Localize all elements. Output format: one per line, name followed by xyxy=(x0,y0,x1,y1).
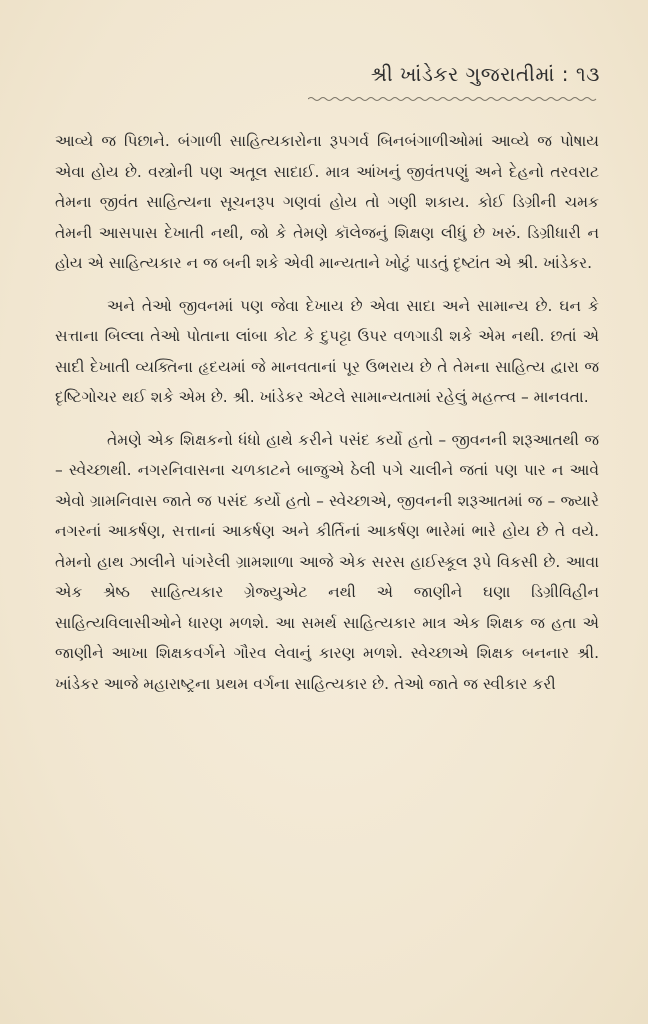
paragraph: અને તેઓ જીવનમાં પણ જેવા દેખાય છે એવા સાદા અને સામાન્ય છે. ઘન કે સત્તાના બિલ્લા તેઓ પોતાના લાંબા કોટ કે દુપટ્ટા ઉપર વળગાડી શકે એમ નથી. છતાં એ સાદી દેખાતી વ્યક્તિના હૃદયમાં જે માનવતાનાં પૂર ઉભરાય છે તે તેમના સાહિત્ય દ્વારા જ દૃષ્ટિગોચર થઈ શકે એમ છે. શ્રી. ખાંડેકર એટલે સામાન્યતામાં રહેલું મહત્ત્વ – માનવતા. xyxy=(55,296,599,406)
decorative-underline xyxy=(308,96,600,102)
running-header xyxy=(300,62,600,106)
paragraph: તેમણે એક શિક્ષકનો ધંધો હાથે કરીને પસંદ કર્યો હતો – જીવનની શરૂઆતથી જ – સ્વેચ્છાથી. નગરનિવાસના ચળકાટને બાજુએ ઠેલી પગે ચાલીને જતાં પણ પાર ન આવે એવો ગ્રામનિવાસ જાતે જ પસંદ કર્યો હતો – સ્વેચ્છાએ, જીવનની શરૂઆતમાં જ – જ્યારે નગરનાં આકર્ષણ, સત્તાનાં આકર્ષણ અને કીર્તિનાં આકર્ષણ ભારેમાં ભારે હોય છે તે વયે. તેમનો હાથ ઝાલીને પાંગરેલી ગ્રામશાળા આજે એક સરસ હાઈસ્કૂલ રૂપે વિકસી છે. આવા એક શ્રેષ્ઠ સાહિત્યકાર ગ્રેજ્યુએટ નથી એ જાણીને ઘણા ડિગ્રીવિહીન સાહિત્યવિલાસીઓને ધારણ મળશે. આ સમર્થ સાહિત્યકાર માત્ર એક શિક્ષક જ હતા એ જાણીને આખા શિક્ષકવર્ગને ગૌરવ લેવાનું કારણ મળશે. સ્વેચ્છાએ શિક્ષક બનનાર શ્રી. ખાંડેકર આજે મહારાષ્ટ્રના પ્રથમ વર્ગના સાહિત્યકાર છે. તેઓ જાતે જ સ્વીકાર કરી xyxy=(55,430,599,693)
paragraph: આવ્યે જ પિછાને. બંગાળી સાહિત્યકારોના રૂપગર્વ બિનબંગાળીઓમાં આવ્યે જ પોષાય એવા હોય છે. વસ્ત્રોની પણ અતૂલ સાદાઈ. માત્ર આંખનું જીવંતપણું અને દેહનો તરવરાટ તેમના જીવંત સાહિત્યના સૂચનરૂપ ગણવાં હોય તો ગણી શકાય. કોઈ ડિગ્રીની ચમક તેમની આસપાસ દેખાતી નથી, જો કે તેમણે કૉલેજનું શિક્ષણ લીધું છે ખરું. ડિગ્રીધારી ન હોય એ સાહિત્યકાર ન જ બની શકે એવી માન્યતાને ખોટું પાડતું દૃષ્ટાંત એ શ્રી. ખાંડેકર. xyxy=(55,132,599,272)
body-text xyxy=(55,126,599,1006)
running-title: શ્રી ખાંડેકર ગુજરાતીમાં : ૧૩ xyxy=(370,62,600,86)
